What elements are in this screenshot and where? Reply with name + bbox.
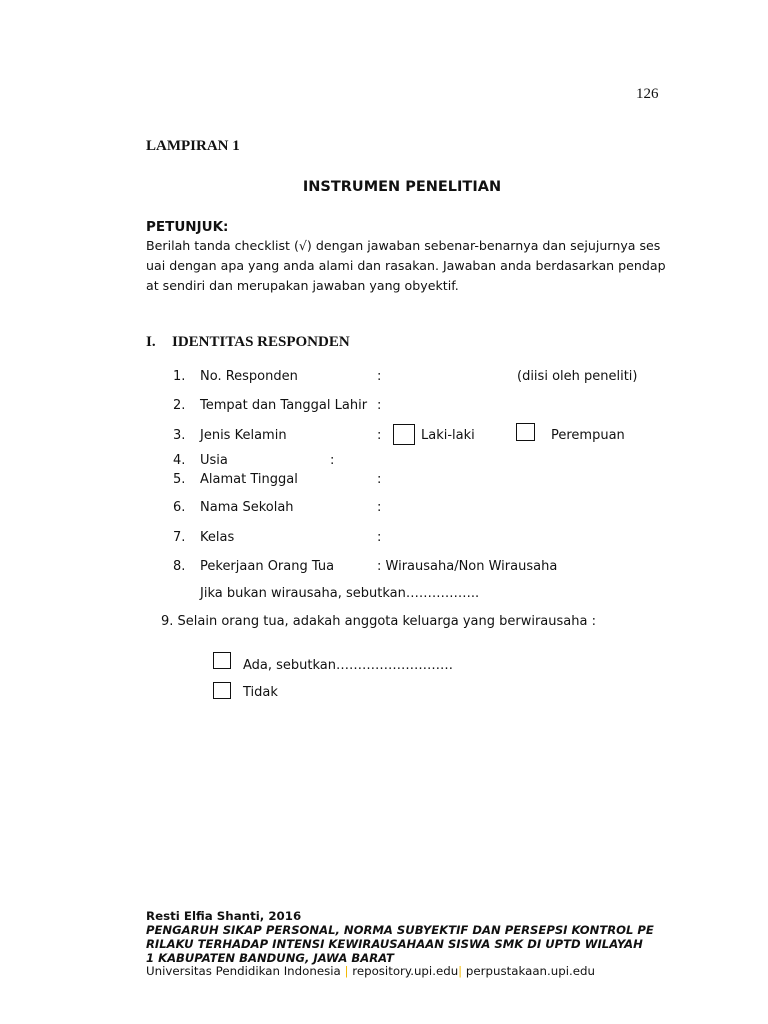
field-colon: : [377,369,382,384]
field-number: 3. [173,428,186,443]
page-number: 126 [636,86,659,102]
question-9-text: 9. Selain orang tua, adakah anggota keluarga yang berwirausaha : [161,614,596,629]
instructions-line: Berilah tanda checklist (√) dengan jawaban sebenar-benarnya dan sejujurnya ses [146,238,661,253]
footer-library-link[interactable]: perpustakaan.upi.edu [465,964,595,978]
field-number: 7. [173,530,186,545]
instructions-line: uai dengan apa yang anda alami dan rasakan. Jawaban anda berdasarkan pendap [146,258,666,273]
female-checkbox[interactable] [516,423,535,441]
field-number: 6. [173,500,186,515]
footer-university: Universitas Pendidikan Indonesia [146,964,341,978]
document-title: INSTRUMEN PENELITIAN [302,179,502,195]
field-number: 5. [173,472,186,487]
footer-separator: | [458,964,463,978]
footer-title-line: 1 KABUPATEN BANDUNG, JAWA BARAT [146,951,394,965]
field-colon: : [377,500,382,515]
field-colon: : [377,398,382,413]
footer-repository-link[interactable]: repository.upi.edu [352,964,459,978]
section-heading [146,334,350,351]
field-number: 4. [173,453,186,468]
male-checkbox[interactable] [393,424,415,445]
ada-checkbox[interactable] [213,652,231,669]
footer-title-line: PENGARUH SIKAP PERSONAL, NORMA SUBYEKTIF DAN PERSEPSI KONTROL PE [146,923,654,937]
footer-separator: | [344,964,349,978]
field-8-followup: Jika bukan wirausaha, sebutkan…………….. [200,586,480,601]
field-label: Kelas [200,530,235,545]
tidak-checkbox[interactable] [213,682,231,699]
field-value: : Wirausaha/Non Wirausaha [377,559,558,574]
field-colon: : [330,453,335,468]
footer-author: Resti Elfia Shanti, 2016 [146,909,302,923]
option-ada-label: Ada, sebutkan……………………… [243,658,454,673]
field-colon: : [377,472,382,487]
field-label: Pekerjaan Orang Tua [200,559,335,574]
instructions-line: at sendiri dan merupakan jawaban yang obyektif. [146,278,459,293]
field-label: Nama Sekolah [200,500,294,515]
field-number: 2. [173,398,186,413]
field-number: 1. [173,369,186,384]
instructions-heading: PETUNJUK: [146,219,229,235]
field-label: Tempat dan Tanggal Lahir [200,398,368,413]
field-label: Alamat Tinggal [200,472,298,487]
option-male-label: Laki-laki [421,428,475,443]
appendix-label: LAMPIRAN 1 [146,138,240,154]
field-colon: : [377,530,382,545]
section-number: I. [146,334,156,350]
footer-title-line: RILAKU TERHADAP INTENSI KEWIRAUSAHAAN SISWA SMK DI UPTD WILAYAH [146,937,643,951]
field-label: No. Responden [200,369,298,384]
field-label: Usia [200,453,228,468]
section-title: IDENTITAS RESPONDEN [172,334,350,350]
option-tidak-label: Tidak [243,685,278,700]
option-female-label: Perempuan [551,428,625,443]
field-colon: : [377,428,382,443]
footer-links [146,964,595,978]
field-label: Jenis Kelamin [200,428,287,443]
field-number: 8. [173,559,186,574]
field-note: (diisi oleh peneliti) [517,369,638,384]
